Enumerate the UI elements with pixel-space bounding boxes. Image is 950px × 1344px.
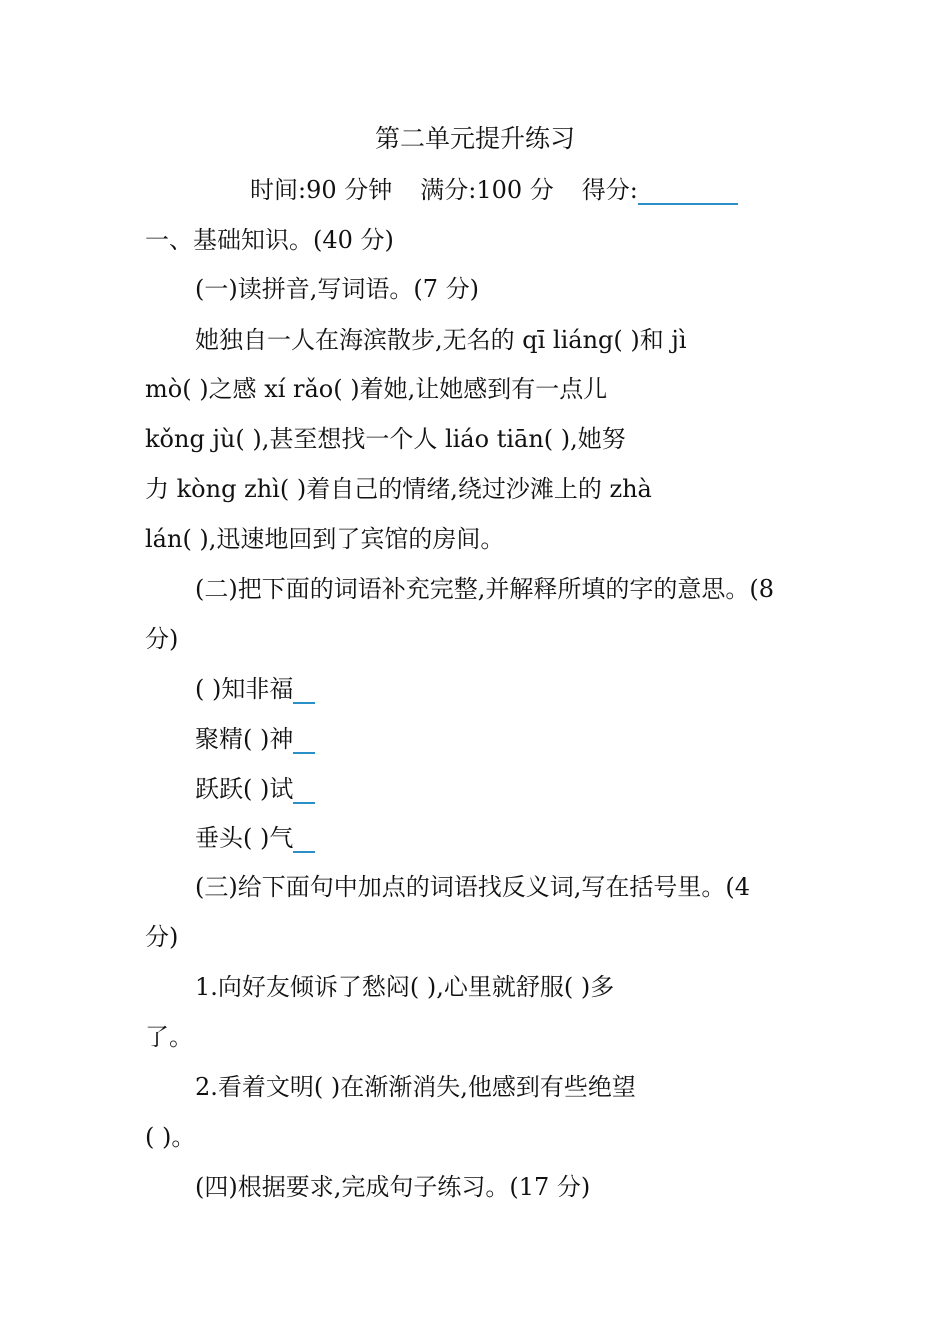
- exam-meta: [250, 175, 850, 205]
- idiom-item: 垂头( )气: [195, 823, 815, 853]
- score-label: 得分:: [581, 176, 638, 204]
- part2-heading-cont: 分): [145, 625, 179, 653]
- meaning-blank[interactable]: [293, 780, 315, 804]
- antonym-question-2-cont: ( )。: [145, 1123, 196, 1151]
- idiom-item: ( )知非福: [195, 674, 815, 704]
- antonym-question-2: 2.看着文明( )在渐渐消失,他感到有些绝望: [195, 1073, 636, 1101]
- part1-heading: (一)读拼音,写词语。(7 分): [195, 275, 479, 303]
- idiom-item: 聚精( )神: [195, 724, 815, 754]
- pinyin-line-1: 她独自一人在海滨散步,无名的 qī liáng( )和 jì: [195, 326, 687, 354]
- meaning-blank[interactable]: [293, 730, 315, 754]
- score-blank[interactable]: [638, 179, 738, 205]
- page-title: 第二单元提升练习: [374, 124, 575, 153]
- antonym-question-1: 1.向好友倾诉了愁闷( ),心里就舒服( )多: [195, 973, 615, 1001]
- time-limit: 时间:90 分钟: [250, 176, 393, 204]
- pinyin-line-5: lán( ),迅速地回到了宾馆的房间。: [145, 525, 505, 553]
- antonym-question-1-cont: 了。: [145, 1023, 193, 1051]
- part2-heading: (二)把下面的词语补充完整,并解释所填的字的意思。(8: [195, 575, 774, 603]
- part3-heading: (三)给下面句中加点的词语找反义词,写在括号里。(4: [195, 873, 750, 901]
- meaning-blank[interactable]: [293, 829, 315, 853]
- pinyin-line-2: mò( )之感 xí rǎo( )着她,让她感到有一点儿: [145, 375, 608, 403]
- idiom-item: 跃跃( )试: [195, 774, 815, 804]
- meaning-blank[interactable]: [293, 680, 315, 704]
- full-score: 满分:100 分: [420, 176, 554, 204]
- pinyin-line-4: 力 kòng zhì( )着自己的情绪,绕过沙滩上的 zhà: [145, 475, 652, 503]
- pinyin-line-3: kǒng jù( ),甚至想找一个人 liáo tiān( ),她努: [145, 425, 626, 453]
- part4-heading: (四)根据要求,完成句子练习。(17 分): [195, 1173, 591, 1201]
- part3-heading-cont: 分): [145, 923, 179, 951]
- section-heading: 一、基础知识。(40 分): [145, 226, 394, 254]
